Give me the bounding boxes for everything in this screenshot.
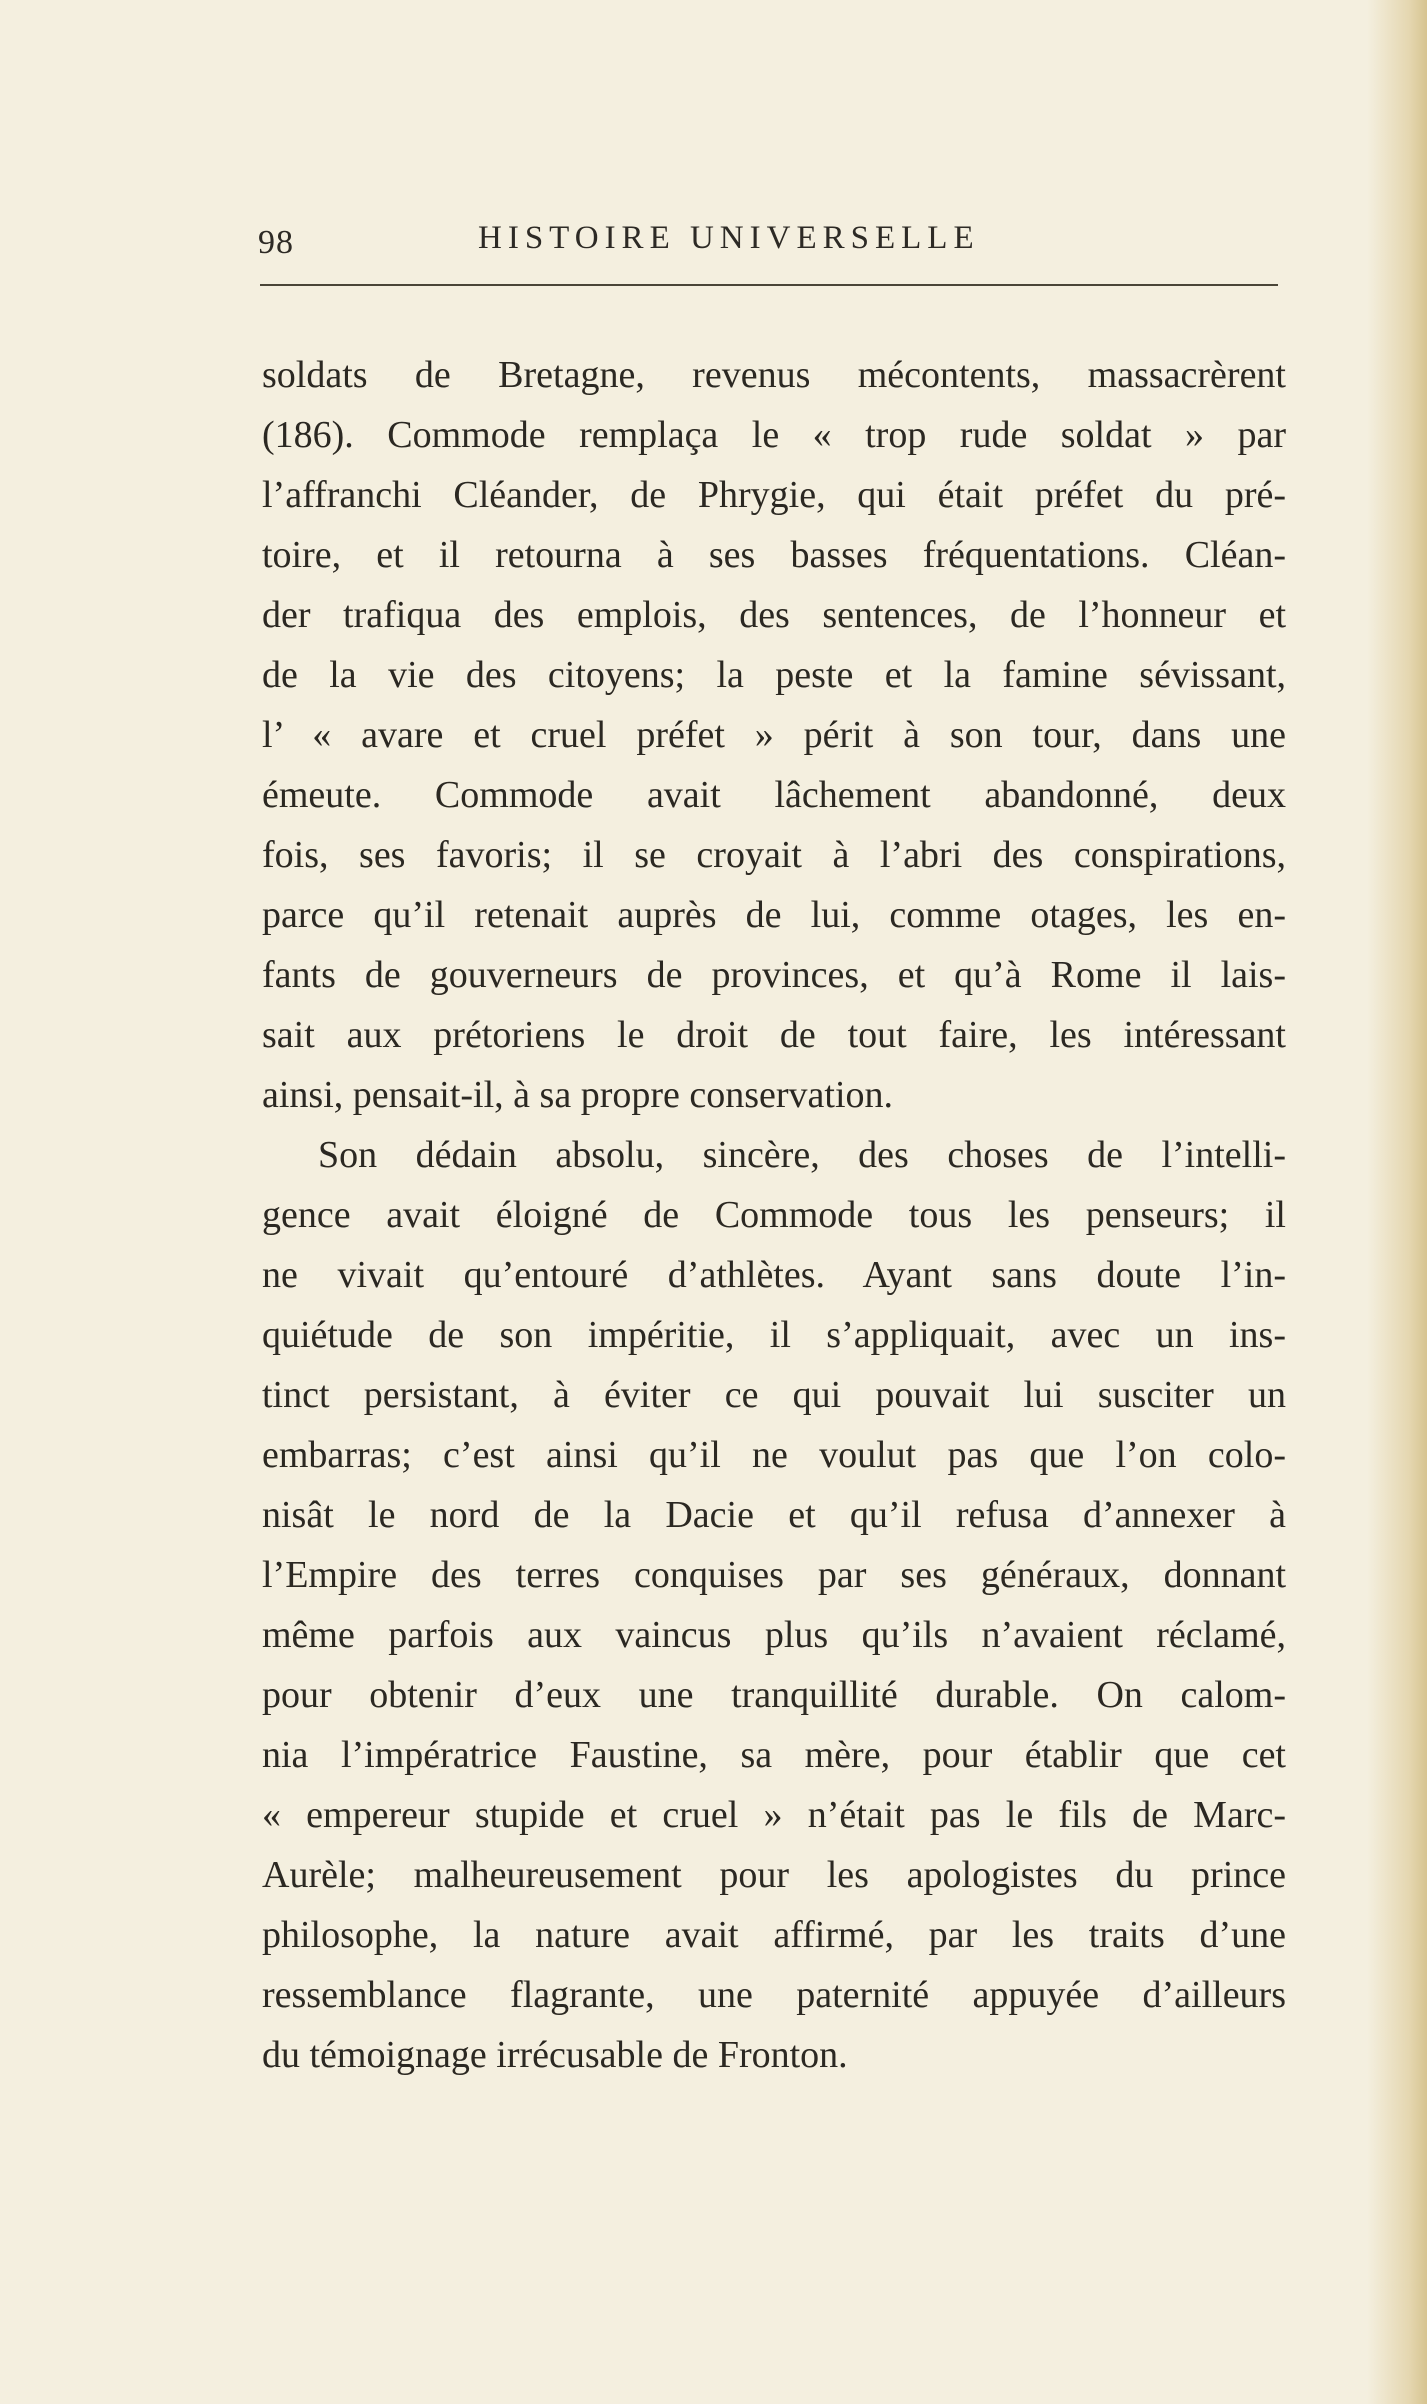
text-line: quiétude de son impéritie, il s’appliquait, avec un ins- <box>262 1314 1286 1356</box>
text-line: fois, ses favoris; il se croyait à l’abri des conspirations, <box>262 834 1286 876</box>
text-line: toire, et il retourna à ses basses fréquentations. Cléan- <box>262 534 1286 576</box>
text-line: der trafiqua des emplois, des sentences, de l’honneur et <box>262 594 1286 636</box>
text-line: gence avait éloigné de Commode tous les penseurs; il <box>262 1194 1286 1236</box>
text-line: ressemblance flagrante, une paternité appuyée d’ailleurs <box>262 1974 1286 2016</box>
text-line: l’affranchi Cléander, de Phrygie, qui était préfet du pré- <box>262 474 1286 516</box>
text-line: même parfois aux vaincus plus qu’ils n’avaient réclamé, <box>262 1614 1286 1656</box>
text-line: nia l’impératrice Faustine, sa mère, pour établir que cet <box>262 1734 1286 1776</box>
text-line: sait aux prétoriens le droit de tout faire, les intéressant <box>262 1014 1286 1056</box>
text-line: philosophe, la nature avait affirmé, par les traits d’une <box>262 1914 1286 1956</box>
text-line: de la vie des citoyens; la peste et la famine sévissant, <box>262 654 1286 696</box>
text-line: nisât le nord de la Dacie et qu’il refusa d’annexer à <box>262 1494 1286 1536</box>
text-line: du témoignage irrécusable de Fronton. <box>262 2034 848 2076</box>
text-line: tinct persistant, à éviter ce qui pouvait lui susciter un <box>262 1374 1286 1416</box>
text-line: « empereur stupide et cruel » n’était pas le fils de Marc- <box>262 1794 1286 1836</box>
running-title: HISTOIRE UNIVERSELLE <box>478 220 980 256</box>
running-head <box>258 218 1278 278</box>
text-line: pour obtenir d’eux une tranquillité durable. On calom- <box>262 1674 1286 1716</box>
body-text <box>262 345 1286 2085</box>
text-line: ainsi, pensait-il, à sa propre conservation. <box>262 1074 894 1116</box>
header-rule <box>260 284 1278 286</box>
text-line: l’Empire des terres conquises par ses généraux, donnant <box>262 1554 1286 1596</box>
text-line: soldats de Bretagne, revenus mécontents, massacrèrent <box>262 354 1286 396</box>
text-line: parce qu’il retenait auprès de lui, comme otages, les en- <box>262 894 1286 936</box>
text-line: émeute. Commode avait lâchement abandonné, deux <box>262 774 1286 816</box>
paragraph-2 <box>262 1125 1286 2085</box>
text-line: l’ « avare et cruel préfet » périt à son tour, dans une <box>262 714 1286 756</box>
text-line: (186). Commode remplaça le « trop rude soldat » par <box>262 414 1286 456</box>
page-number: 98 <box>258 224 294 261</box>
paragraph-1 <box>262 345 1286 1125</box>
text-line: ne vivait qu’entouré d’athlètes. Ayant sans doute l’in- <box>262 1254 1286 1296</box>
text-line: Aurèle; malheureusement pour les apologistes du prince <box>262 1854 1286 1896</box>
page-edge-shadow <box>1367 0 1427 2404</box>
text-line: fants de gouverneurs de provinces, et qu’à Rome il lais- <box>262 954 1286 996</box>
text-line: embarras; c’est ainsi qu’il ne voulut pas que l’on colo- <box>262 1434 1286 1476</box>
text-line: Son dédain absolu, sincère, des choses de l’intelli- <box>318 1134 1286 1176</box>
